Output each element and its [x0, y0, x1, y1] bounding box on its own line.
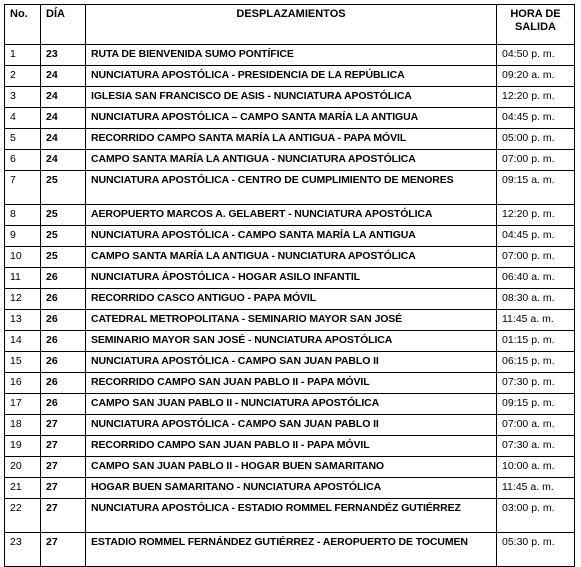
cell-dia: 26 [41, 310, 86, 331]
table-row [5, 415, 575, 436]
cell-dia: 27 [41, 436, 86, 457]
cell-no: 2 [5, 66, 41, 87]
cell-desplazamiento: RUTA DE BIENVENIDA SUMO PONTÍFICE [86, 45, 497, 66]
table-row [5, 45, 575, 66]
cell-hora: 07:30 a. m. [497, 436, 575, 457]
cell-no: 22 [5, 499, 41, 533]
cell-desplazamiento: RECORRIDO CAMPO SAN JUAN PABLO II - PAPA MÓVIL [86, 373, 497, 394]
cell-no: 11 [5, 268, 41, 289]
cell-hora: 12:20 p. m. [497, 87, 575, 108]
cell-hora: 04:45 p. m. [497, 108, 575, 129]
cell-no: 18 [5, 415, 41, 436]
cell-desplazamiento: NUNCIATURA APOSTÓLICA - CAMPO SAN JUAN PABLO II [86, 415, 497, 436]
cell-hora: 08:30 a. m. [497, 289, 575, 310]
cell-dia: 26 [41, 373, 86, 394]
cell-no: 3 [5, 87, 41, 108]
cell-hora: 11:45 a. m. [497, 310, 575, 331]
table-row [5, 310, 575, 331]
table-row [5, 499, 575, 533]
cell-hora: 06:15 p. m. [497, 352, 575, 373]
cell-dia: 27 [41, 499, 86, 533]
cell-hora: 09:20 a. m. [497, 66, 575, 87]
cell-dia: 25 [41, 171, 86, 205]
cell-no: 7 [5, 171, 41, 205]
table-row [5, 394, 575, 415]
cell-no: 10 [5, 247, 41, 268]
table-row [5, 247, 575, 268]
cell-no: 8 [5, 205, 41, 226]
cell-no: 19 [5, 436, 41, 457]
cell-hora: 07:30 p. m. [497, 373, 575, 394]
cell-desplazamiento: IGLESIA SAN FRANCISCO DE ASIS - NUNCIATURA APOSTÓLICA [86, 87, 497, 108]
schedule-table [4, 4, 575, 567]
table-row [5, 268, 575, 289]
cell-hora: 10:00 a. m. [497, 457, 575, 478]
cell-no: 5 [5, 129, 41, 150]
table-row [5, 66, 575, 87]
cell-desplazamiento: ESTADIO ROMMEL FERNÁNDEZ GUTIÉRREZ - AEROPUERTO DE TOCUMEN [86, 533, 497, 567]
cell-hora: 12:20 p. m. [497, 205, 575, 226]
cell-hora: 05:30 p. m. [497, 533, 575, 567]
table-row [5, 373, 575, 394]
cell-hora: 04:45 p. m. [497, 226, 575, 247]
cell-hora: 01:15 p. m. [497, 331, 575, 352]
cell-desplazamiento: SEMINARIO MAYOR SAN JOSÉ - NUNCIATURA APOSTÓLICA [86, 331, 497, 352]
cell-desplazamiento: AEROPUERTO MARCOS A. GELABERT - NUNCIATURA APOSTÓLICA [86, 205, 497, 226]
header-desplazamientos: DESPLAZAMIENTOS [86, 5, 497, 45]
table-row [5, 331, 575, 352]
table-row [5, 478, 575, 499]
cell-dia: 26 [41, 289, 86, 310]
cell-desplazamiento: RECORRIDO CASCO ANTIGUO - PAPA MÓVIL [86, 289, 497, 310]
cell-hora: 05:00 p. m. [497, 129, 575, 150]
cell-no: 15 [5, 352, 41, 373]
cell-desplazamiento: NUNCIATURA APOSTÓLICA - CAMPO SANTA MARÍA LA ANTIGUA [86, 226, 497, 247]
header-no: No. [5, 5, 41, 45]
cell-desplazamiento: CAMPO SAN JUAN PABLO II - NUNCIATURA APOSTÓLICA [86, 394, 497, 415]
cell-desplazamiento: CAMPO SANTA MARÍA LA ANTIGUA - NUNCIATURA APOSTÓLICA [86, 150, 497, 171]
cell-dia: 26 [41, 268, 86, 289]
table-row [5, 352, 575, 373]
cell-dia: 25 [41, 226, 86, 247]
cell-dia: 24 [41, 129, 86, 150]
cell-desplazamiento: NUNCIATURA APOSTÓLICA - PRESIDENCIA DE LA REPÚBLICA [86, 66, 497, 87]
table-row [5, 205, 575, 226]
table-row [5, 289, 575, 310]
cell-hora: 07:00 a. m. [497, 415, 575, 436]
cell-hora: 09:15 a. m. [497, 171, 575, 205]
header-dia: DÍA [41, 5, 86, 45]
cell-no: 17 [5, 394, 41, 415]
cell-dia: 26 [41, 352, 86, 373]
table-row [5, 171, 575, 205]
cell-no: 13 [5, 310, 41, 331]
header-row [5, 5, 575, 45]
cell-desplazamiento: NUNCIATURA APOSTÓLICA - CAMPO SAN JUAN PABLO II [86, 352, 497, 373]
cell-dia: 26 [41, 331, 86, 352]
cell-hora: 09:15 p. m. [497, 394, 575, 415]
cell-dia: 27 [41, 533, 86, 567]
cell-desplazamiento: NUNCIATURA APOSTÓLICA – CAMPO SANTA MARÍA LA ANTIGUA [86, 108, 497, 129]
cell-desplazamiento: NUNCIATURA ÁPOSTÓLICA - HOGAR ASILO INFANTIL [86, 268, 497, 289]
cell-no: 23 [5, 533, 41, 567]
table-row [5, 87, 575, 108]
cell-desplazamiento: RECORRIDO CAMPO SAN JUAN PABLO II - PAPA MÓVIL [86, 436, 497, 457]
cell-hora: 06:40 a. m. [497, 268, 575, 289]
table-row [5, 533, 575, 567]
table-row [5, 108, 575, 129]
cell-dia: 27 [41, 457, 86, 478]
cell-dia: 24 [41, 150, 86, 171]
table-header [5, 5, 575, 45]
table-row [5, 226, 575, 247]
cell-desplazamiento: CATEDRAL METROPOLITANA - SEMINARIO MAYOR SAN JOSÉ [86, 310, 497, 331]
cell-dia: 26 [41, 394, 86, 415]
cell-desplazamiento: RECORRIDO CAMPO SANTA MARÍA LA ANTIGUA - PAPA MÓVIL [86, 129, 497, 150]
table-row [5, 436, 575, 457]
table-body [5, 45, 575, 567]
cell-hora: 04:50 p. m. [497, 45, 575, 66]
cell-desplazamiento: CAMPO SAN JUAN PABLO II - HOGAR BUEN SAMARITANO [86, 457, 497, 478]
cell-dia: 27 [41, 415, 86, 436]
cell-dia: 24 [41, 108, 86, 129]
cell-no: 9 [5, 226, 41, 247]
cell-no: 14 [5, 331, 41, 352]
cell-dia: 24 [41, 66, 86, 87]
cell-dia: 25 [41, 247, 86, 268]
cell-hora: 03:00 p. m. [497, 499, 575, 533]
cell-no: 4 [5, 108, 41, 129]
cell-desplazamiento: HOGAR BUEN SAMARITANO - NUNCIATURA APOSTÓLICA [86, 478, 497, 499]
cell-desplazamiento: NUNCIATURA APOSTÓLICA - ESTADIO ROMMEL FERNANDÉZ GUTIÉRREZ [86, 499, 497, 533]
cell-no: 6 [5, 150, 41, 171]
cell-no: 20 [5, 457, 41, 478]
cell-dia: 23 [41, 45, 86, 66]
table-row [5, 129, 575, 150]
cell-hora: 07:00 p. m. [497, 150, 575, 171]
schedule-table-wrapper [4, 4, 575, 567]
header-hora-salida: HORA DE SALIDA [497, 5, 575, 45]
cell-hora: 07:00 p. m. [497, 247, 575, 268]
cell-desplazamiento: CAMPO SANTA MARÍA LA ANTIGUA - NUNCIATURA APOSTÓLICA [86, 247, 497, 268]
cell-no: 1 [5, 45, 41, 66]
cell-dia: 24 [41, 87, 86, 108]
table-row [5, 457, 575, 478]
cell-desplazamiento: NUNCIATURA APOSTÓLICA - CENTRO DE CUMPLIMIENTO DE MENORES [86, 171, 497, 205]
table-row [5, 150, 575, 171]
cell-dia: 27 [41, 478, 86, 499]
cell-dia: 25 [41, 205, 86, 226]
cell-hora: 11:45 a. m. [497, 478, 575, 499]
cell-no: 16 [5, 373, 41, 394]
cell-no: 12 [5, 289, 41, 310]
cell-no: 21 [5, 478, 41, 499]
